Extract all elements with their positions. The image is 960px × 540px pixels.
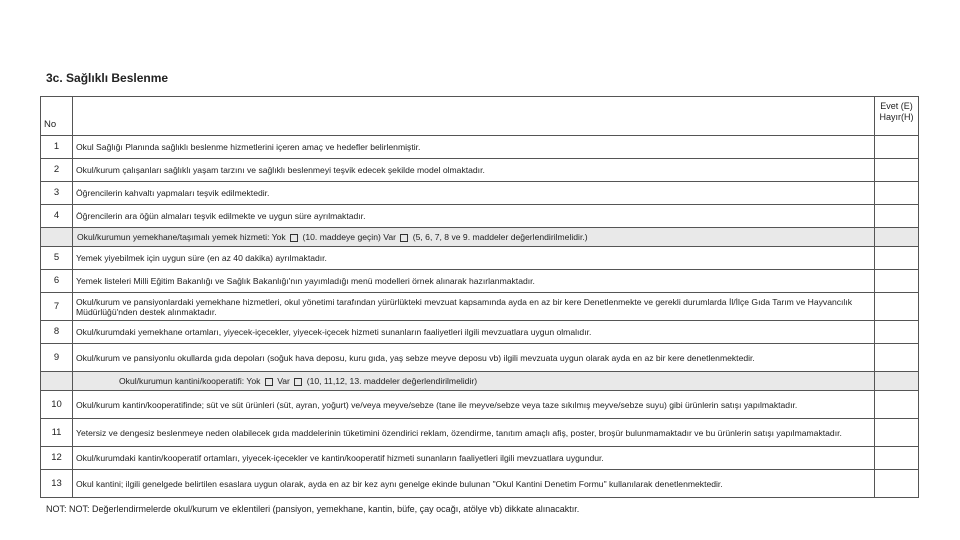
answer-cell[interactable]	[875, 344, 919, 372]
item-column-header	[73, 97, 875, 136]
table-row	[41, 205, 919, 228]
row-text: Okul kantini; ilgili genelgede belirtilen esaslara uygun olarak, ayda en az bir kez aynı genelge ekinde bulunan "Okul Kantini Denetim Formu" kullanılarak denetlenmektedir.	[73, 470, 875, 498]
section-text-cafeteria	[73, 228, 875, 247]
table-row	[41, 270, 919, 293]
row-number: 8	[41, 321, 73, 344]
table-row	[41, 321, 919, 344]
answer-column-header	[875, 97, 919, 136]
page-title: 3c. Sağlıklı Beslenme	[46, 71, 169, 85]
checklist-table	[40, 96, 919, 498]
answer-header-no: Hayır(H)	[879, 112, 914, 122]
no-column-header: No	[41, 97, 73, 136]
row-number: 1	[41, 136, 73, 159]
answer-cell[interactable]	[875, 182, 919, 205]
row-text: Yemek yiyebilmek için uygun süre (en az 40 dakika) ayrılmaktadır.	[73, 247, 875, 270]
row-text: Yetersiz ve dengesiz beslenmeye neden olabilecek gıda maddelerinin tüketimini özendirici reklam, özendirme, tanıtım amaçlı afiş, poster, broşür bulunmamaktadır ve bu ürünlerin satışı yapılmamaktadır.	[73, 419, 875, 447]
table-row	[41, 159, 919, 182]
row-text: Okul/kurumdaki yemekhane ortamları, yiyecek-içecekler, yiyecek-içecek hizmeti sunanların faaliyetleri ilgili mevzuatlara uygun olmalıdır.	[73, 321, 875, 344]
row-number: 6	[41, 270, 73, 293]
row-number: 7	[41, 293, 73, 321]
answer-cell[interactable]	[875, 419, 919, 447]
checkbox-none[interactable]	[290, 234, 298, 242]
checkbox-exists[interactable]	[400, 234, 408, 242]
row-number: 3	[41, 182, 73, 205]
table-row	[41, 247, 919, 270]
checkbox-none[interactable]	[265, 378, 273, 386]
row-text: Yemek listeleri Milli Eğitim Bakanlığı ve Sağlık Bakanlığı'nın yayımladığı menü modelleri örnek alınarak hazırlanmaktadır.	[73, 270, 875, 293]
footer-note: NOT: NOT: Değerlendirmelerde okul/kurum ve eklentileri (pansiyon, yemekhane, kantin, büfe, çay ocağı, atölye vb) dikkate alınacaktır.	[46, 504, 580, 514]
section-text-before: Okul/kurumun kantini/kooperatifi: Yok	[119, 376, 261, 386]
row-number: 11	[41, 419, 73, 447]
table-row	[41, 136, 919, 159]
answer-cell[interactable]	[875, 293, 919, 321]
table-row	[41, 344, 919, 372]
answer-cell[interactable]	[875, 270, 919, 293]
row-text: Okul/kurum kantin/kooperatifinde; süt ve süt ürünleri (süt, ayran, yoğurt) ve/veya meyve/sebze (tane ile meyve/sebze veya taze sıkılmış meyve/sebze suyu) gibi ürünlerin satışı yapılmaktadır.	[73, 391, 875, 419]
answer-cell[interactable]	[875, 447, 919, 470]
answer-cell[interactable]	[875, 247, 919, 270]
section-text-after: (10, 11,12, 13. maddeler değerlendirilmelidir)	[306, 376, 478, 386]
row-text: Öğrencilerin kahvaltı yapmaları teşvik edilmektedir.	[73, 182, 875, 205]
row-text: Okul/kurum ve pansiyonlu okullarda gıda depoları (soğuk hava deposu, kuru gıda, yaş sebze meyve deposu vb) ilgili mevzuata uygun olarak ayda en az bir kere denetlenmektedir.	[73, 344, 875, 372]
row-number: 13	[41, 470, 73, 498]
section-text-canteen	[73, 372, 875, 391]
section-spacer	[875, 228, 919, 247]
section-text-before: Okul/kurumun yemekhane/taşımalı yemek hizmeti: Yok	[77, 232, 286, 242]
row-number: 10	[41, 391, 73, 419]
table-header-row	[41, 97, 919, 136]
row-number: 9	[41, 344, 73, 372]
table-row	[41, 470, 919, 498]
answer-cell[interactable]	[875, 391, 919, 419]
answer-cell[interactable]	[875, 136, 919, 159]
table-row	[41, 293, 919, 321]
row-number: 4	[41, 205, 73, 228]
section-text-after: (5, 6, 7, 8 ve 9. maddeler değerlendirilmelidir.)	[412, 232, 588, 242]
section-text-middle: (10. maddeye geçin) Var	[302, 232, 396, 242]
row-number: 2	[41, 159, 73, 182]
answer-cell[interactable]	[875, 470, 919, 498]
row-number: 12	[41, 447, 73, 470]
answer-cell[interactable]	[875, 321, 919, 344]
section-row-cafeteria	[41, 228, 919, 247]
section-text-middle: Var	[277, 376, 290, 386]
table-row	[41, 447, 919, 470]
section-spacer	[875, 372, 919, 391]
section-row-canteen	[41, 372, 919, 391]
checkbox-exists[interactable]	[294, 378, 302, 386]
row-text: Okul Sağlığı Planında sağlıklı beslenme hizmetlerini içeren amaç ve hedefler belirlenmiştir.	[73, 136, 875, 159]
row-text: Okul/kurum ve pansiyonlardaki yemekhane hizmetleri, okul yönetimi tarafından yürürlükteki mevzuat kapsamında ayda en az bir kere Denetlenmekte ve gerekli durumlarda İl/İlçe Gıda Tarım ve Hayvancılık Müdürlüğü'nden destek alınmaktadır.	[73, 293, 875, 321]
table-row	[41, 182, 919, 205]
table-row	[41, 419, 919, 447]
row-text: Okul/kurumdaki kantin/kooperatif ortamları, yiyecek-içecekler ve kantin/kooperatif hizmeti sunanların faaliyetleri ilgili mevzuatlara uygundur.	[73, 447, 875, 470]
row-number: 5	[41, 247, 73, 270]
answer-header-yes: Evet (E)	[880, 101, 913, 111]
row-text: Öğrencilerin ara öğün almaları teşvik edilmekte ve uygun süre ayrılmaktadır.	[73, 205, 875, 228]
table-row	[41, 391, 919, 419]
answer-cell[interactable]	[875, 159, 919, 182]
section-spacer	[41, 372, 73, 391]
answer-cell[interactable]	[875, 205, 919, 228]
row-text: Okul/kurum çalışanları sağlıklı yaşam tarzını ve sağlıklı beslenmeyi teşvik edecek şekilde model olmaktadır.	[73, 159, 875, 182]
section-spacer	[41, 228, 73, 247]
